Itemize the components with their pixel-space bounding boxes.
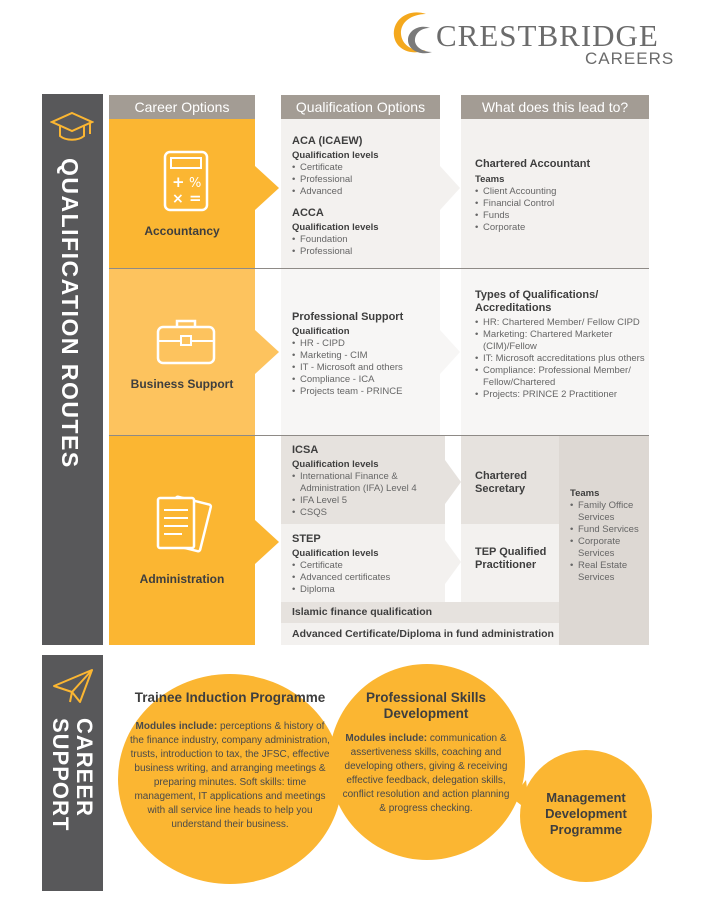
- acca-levels-label: Qualification levels: [292, 222, 379, 233]
- trainee-modules-text: perceptions & history of the finance industry, company administration, trusts, introduction to tax, the JFSC, effective business writing, and arranging meetings & preparing minutes. Soft skills: time management, IT applications and meetings with all service line heads to help you understand their business.: [130, 721, 330, 830]
- administration-arrow: [255, 520, 279, 564]
- step-title: STEP: [292, 533, 321, 545]
- calculator-icon: [163, 150, 209, 212]
- business-support-label: Business Support: [130, 377, 234, 391]
- svg-text:=: =: [189, 189, 202, 207]
- crestbridge-logo-icon: [386, 6, 434, 58]
- management-development-title: Management Development Programme: [545, 790, 627, 837]
- icsa-level: • CSQS: [292, 507, 442, 519]
- icsa-arrow: [445, 460, 461, 504]
- accountancy-team: • Funds: [475, 210, 645, 222]
- accountancy-arrow: [255, 166, 279, 210]
- acca-level: • Foundation: [292, 234, 437, 246]
- trainee-induction-content: [130, 690, 330, 832]
- accountancy-team: • Financial Control: [475, 198, 645, 210]
- header-qualification-options: Qualification Options: [281, 95, 440, 119]
- prof-modules-text: communication & assertiveness skills, coaching and developing others, giving & receiving effective feedback, delegation skills, conflict resolution and action planning & progress checking.: [342, 733, 510, 814]
- business-qual: • Projects team - PRINCE: [292, 386, 440, 398]
- aca-block: [292, 135, 437, 258]
- business-lead-block: [475, 289, 647, 401]
- business-lead-item: • Marketing: Chartered Marketer (CIM)/Fellow: [475, 329, 647, 353]
- step-levels-label: Qualification levels: [292, 548, 379, 559]
- business-qual-arrow: [440, 330, 460, 374]
- business-qual: • HR - CIPD: [292, 338, 440, 350]
- prof-modules-label: Modules include:: [345, 733, 428, 744]
- svg-text:×: ×: [172, 191, 184, 207]
- business-lead-item: • IT: Microsoft accreditations plus others: [475, 353, 647, 365]
- chartered-secretary-label: Chartered Secretary: [475, 470, 527, 495]
- admin-team: • Fund Services: [570, 524, 648, 536]
- business-qual: • Compliance - ICA: [292, 374, 440, 386]
- paper-plane-icon: [52, 666, 94, 706]
- icsa-level: • IFA Level 5: [292, 495, 442, 507]
- qualification-routes-title: QUALIFICATION ROUTES: [57, 158, 83, 469]
- admin-teams-label: Teams: [570, 488, 600, 499]
- logo-wordmark: CRESTBRIDGE: [436, 18, 659, 53]
- business-qual: • Marketing - CIM: [292, 350, 440, 362]
- logo-subtitle: CAREERS: [585, 49, 675, 68]
- graduation-cap-icon: [50, 110, 94, 144]
- tep-label: TEP Qualified Practitioner: [475, 546, 547, 571]
- chartered-accountant-title: Chartered Accountant: [475, 158, 591, 170]
- aca-level: • Professional: [292, 174, 437, 186]
- header-career-options: Career Options: [109, 95, 255, 119]
- accountancy-label: Accountancy: [144, 224, 220, 238]
- career-support-title-line1: CAREER: [72, 718, 97, 817]
- aca-levels-label: Qualification levels: [292, 150, 379, 161]
- accountancy-lead-block: [475, 158, 645, 234]
- admin-team: • Real Estate Services: [570, 560, 648, 584]
- business-qual: • IT - Microsoft and others: [292, 362, 440, 374]
- accountancy-qual-arrow: [440, 166, 460, 210]
- briefcase-icon: [156, 317, 216, 365]
- business-lead-item: • Projects: PRINCE 2 Practitioner: [475, 389, 647, 401]
- accountancy-teams-label: Teams: [475, 174, 505, 185]
- icsa-levels-label: Qualification levels: [292, 459, 379, 470]
- admin-team: • Family Office Services: [570, 500, 648, 524]
- admin-team: • Corporate Services: [570, 536, 648, 560]
- trainee-induction-title: Trainee Induction Programme: [134, 690, 326, 705]
- aca-level: • Advanced: [292, 186, 437, 198]
- icsa-block: [292, 444, 442, 519]
- aca-title: ACA (ICAEW): [292, 135, 363, 147]
- accountancy-team: • Corporate: [475, 222, 645, 234]
- step-level: • Diploma: [292, 584, 442, 596]
- documents-icon: [154, 494, 214, 556]
- business-lead-item: • HR: Chartered Member/ Fellow CIPD: [475, 317, 647, 329]
- career-support-title-line2: SUPPORT: [48, 718, 73, 832]
- administration-label: Administration: [139, 572, 225, 586]
- types-of-qualifications-title: Types of Qualifications/ Accreditations: [475, 289, 599, 314]
- professional-support-title: Professional Support: [292, 311, 404, 323]
- professional-skills-content: [340, 690, 512, 816]
- svg-text:+: +: [172, 173, 185, 191]
- business-support-arrow: [255, 330, 279, 374]
- trainee-modules-label: Modules include:: [135, 721, 218, 732]
- icsa-title: ICSA: [292, 444, 319, 456]
- advanced-certificate-label: Advanced Certificate/Diploma in fund administration: [292, 628, 554, 640]
- business-qual-label: Qualification: [292, 326, 350, 337]
- icsa-level: • International Finance & Administration (IFA) Level 4: [292, 471, 442, 495]
- business-lead-item: • Compliance: Professional Member/ Fellow/Chartered: [475, 365, 647, 389]
- accountancy-team: • Client Accounting: [475, 186, 645, 198]
- svg-text:%: %: [189, 176, 202, 191]
- step-block: [292, 533, 442, 596]
- step-level: • Advanced certificates: [292, 572, 442, 584]
- islamic-finance-label: Islamic finance qualification: [292, 606, 433, 618]
- admin-teams-block: [570, 488, 648, 584]
- professional-skills-title: Professional Skills Development: [365, 690, 487, 721]
- professional-support-block: [292, 311, 440, 398]
- step-level: • Certificate: [292, 560, 442, 572]
- aca-level: • Certificate: [292, 162, 437, 174]
- step-arrow: [445, 540, 461, 584]
- acca-title: ACCA: [292, 207, 324, 219]
- header-what-does-this-lead-to: What does this lead to?: [461, 95, 649, 119]
- acca-level: • Professional: [292, 246, 437, 258]
